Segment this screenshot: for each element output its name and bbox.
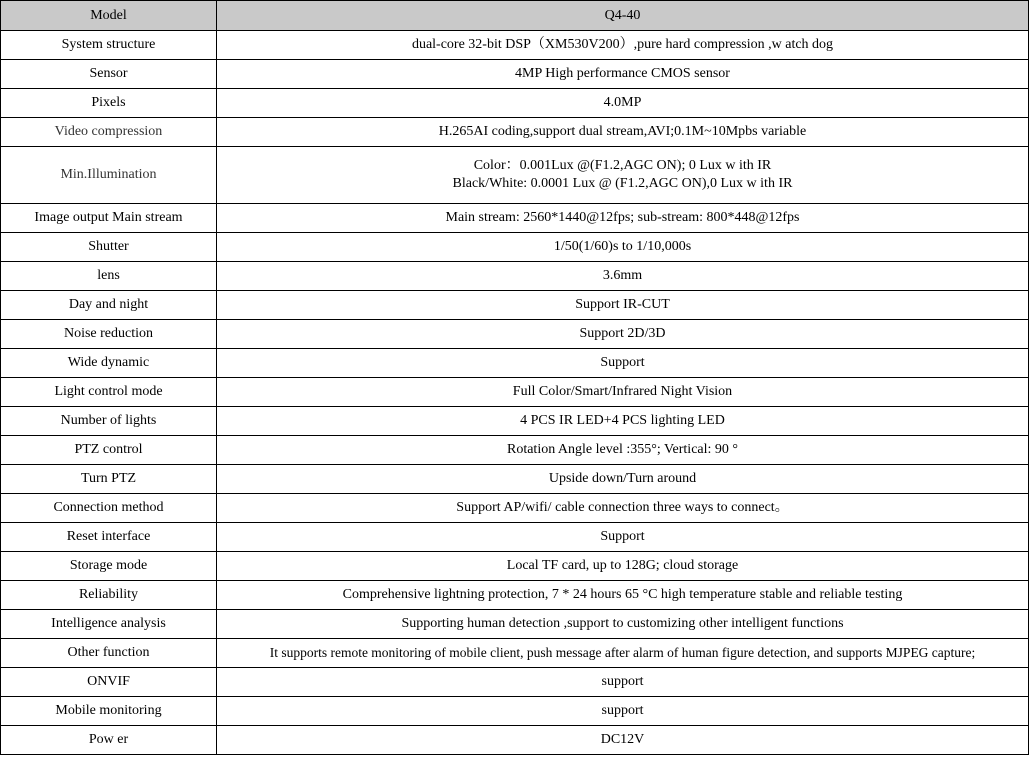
row-value: Comprehensive lightning protection, 7 * 24 hours 65 °C high temperature stable and reliable testing xyxy=(217,581,1029,610)
row-key: lens xyxy=(1,262,217,291)
row-value: Main stream: 2560*1440@12fps; sub-stream: 800*448@12fps xyxy=(217,204,1029,233)
table-row xyxy=(1,349,1029,378)
table-row xyxy=(1,697,1029,726)
row-value-line-2: Black/White: 0.0001 Lux @ (F1.2,AGC ON),0 Lux w ith IR xyxy=(452,176,793,191)
row-key: Shutter xyxy=(1,233,217,262)
row-key: Connection method xyxy=(1,494,217,523)
row-value: Support AP/wifi/ cable connection three ways to connect。 xyxy=(217,494,1029,523)
row-value: Supporting human detection ,support to customizing other intelligent functions xyxy=(217,610,1029,639)
header-value-cell: Q4-40 xyxy=(217,1,1029,31)
row-key: Video compression xyxy=(1,118,217,147)
row-value: 4 PCS IR LED+4 PCS lighting LED xyxy=(217,407,1029,436)
table-row xyxy=(1,378,1029,407)
table-row xyxy=(1,668,1029,697)
row-key: Intelligence analysis xyxy=(1,610,217,639)
row-value: 4.0MP xyxy=(217,89,1029,118)
row-value: Upside down/Turn around xyxy=(217,465,1029,494)
row-key: Mobile monitoring xyxy=(1,697,217,726)
row-value: Local TF card, up to 128G; cloud storage xyxy=(217,552,1029,581)
row-value: support xyxy=(217,668,1029,697)
row-value: 3.6mm xyxy=(217,262,1029,291)
table-row xyxy=(1,147,1029,204)
table-row xyxy=(1,494,1029,523)
table-row xyxy=(1,436,1029,465)
row-key: Image output Main stream xyxy=(1,204,217,233)
table-row xyxy=(1,233,1029,262)
row-value-line-1: Color：0.001Lux @(F1.2,AGC ON); 0 Lux w ith IR xyxy=(473,158,772,173)
table-row xyxy=(1,581,1029,610)
table-row xyxy=(1,523,1029,552)
row-key: Storage mode xyxy=(1,552,217,581)
row-key: Pow er xyxy=(1,726,217,755)
row-value: DC12V xyxy=(217,726,1029,755)
table-row xyxy=(1,552,1029,581)
table-row xyxy=(1,291,1029,320)
table-row xyxy=(1,204,1029,233)
row-value: Support xyxy=(217,349,1029,378)
row-key: Min.Illumination xyxy=(1,147,217,204)
row-key: Wide dynamic xyxy=(1,349,217,378)
table-row xyxy=(1,610,1029,639)
table-row xyxy=(1,262,1029,291)
row-key: System structure xyxy=(1,31,217,60)
row-key: PTZ control xyxy=(1,436,217,465)
row-value: Full Color/Smart/Infrared Night Vision xyxy=(217,378,1029,407)
row-value: 1/50(1/60)s to 1/10,000s xyxy=(217,233,1029,262)
row-key: Noise reduction xyxy=(1,320,217,349)
row-value: Support 2D/3D xyxy=(217,320,1029,349)
row-value xyxy=(217,147,1029,204)
row-key: Number of lights xyxy=(1,407,217,436)
header-key-cell: Model xyxy=(1,1,217,31)
row-key: Pixels xyxy=(1,89,217,118)
row-key: Light control mode xyxy=(1,378,217,407)
table-row xyxy=(1,407,1029,436)
row-key: Other function xyxy=(1,639,217,668)
row-key: Reset interface xyxy=(1,523,217,552)
row-value: dual-core 32-bit DSP（XM530V200）,pure hard compression ,w atch dog xyxy=(217,31,1029,60)
row-key: Day and night xyxy=(1,291,217,320)
table-header-row xyxy=(1,1,1029,31)
row-value: It supports remote monitoring of mobile client, push message after alarm of human figure detection, and supports MJPEG capture; xyxy=(217,639,1029,668)
row-value: support xyxy=(217,697,1029,726)
table-row xyxy=(1,118,1029,147)
table-row xyxy=(1,465,1029,494)
row-value: Support xyxy=(217,523,1029,552)
table-row xyxy=(1,726,1029,755)
table-row xyxy=(1,89,1029,118)
table-row xyxy=(1,31,1029,60)
row-value: Support IR-CUT xyxy=(217,291,1029,320)
row-value: 4MP High performance CMOS sensor xyxy=(217,60,1029,89)
table-row xyxy=(1,639,1029,668)
table-row xyxy=(1,320,1029,349)
row-value: Rotation Angle level :355°; Vertical: 90 ° xyxy=(217,436,1029,465)
row-key: Sensor xyxy=(1,60,217,89)
row-key: Reliability xyxy=(1,581,217,610)
row-key: ONVIF xyxy=(1,668,217,697)
row-key: Turn PTZ xyxy=(1,465,217,494)
row-value: H.265AI coding,support dual stream,AVI;0.1M~10Mpbs variable xyxy=(217,118,1029,147)
table-row xyxy=(1,60,1029,89)
